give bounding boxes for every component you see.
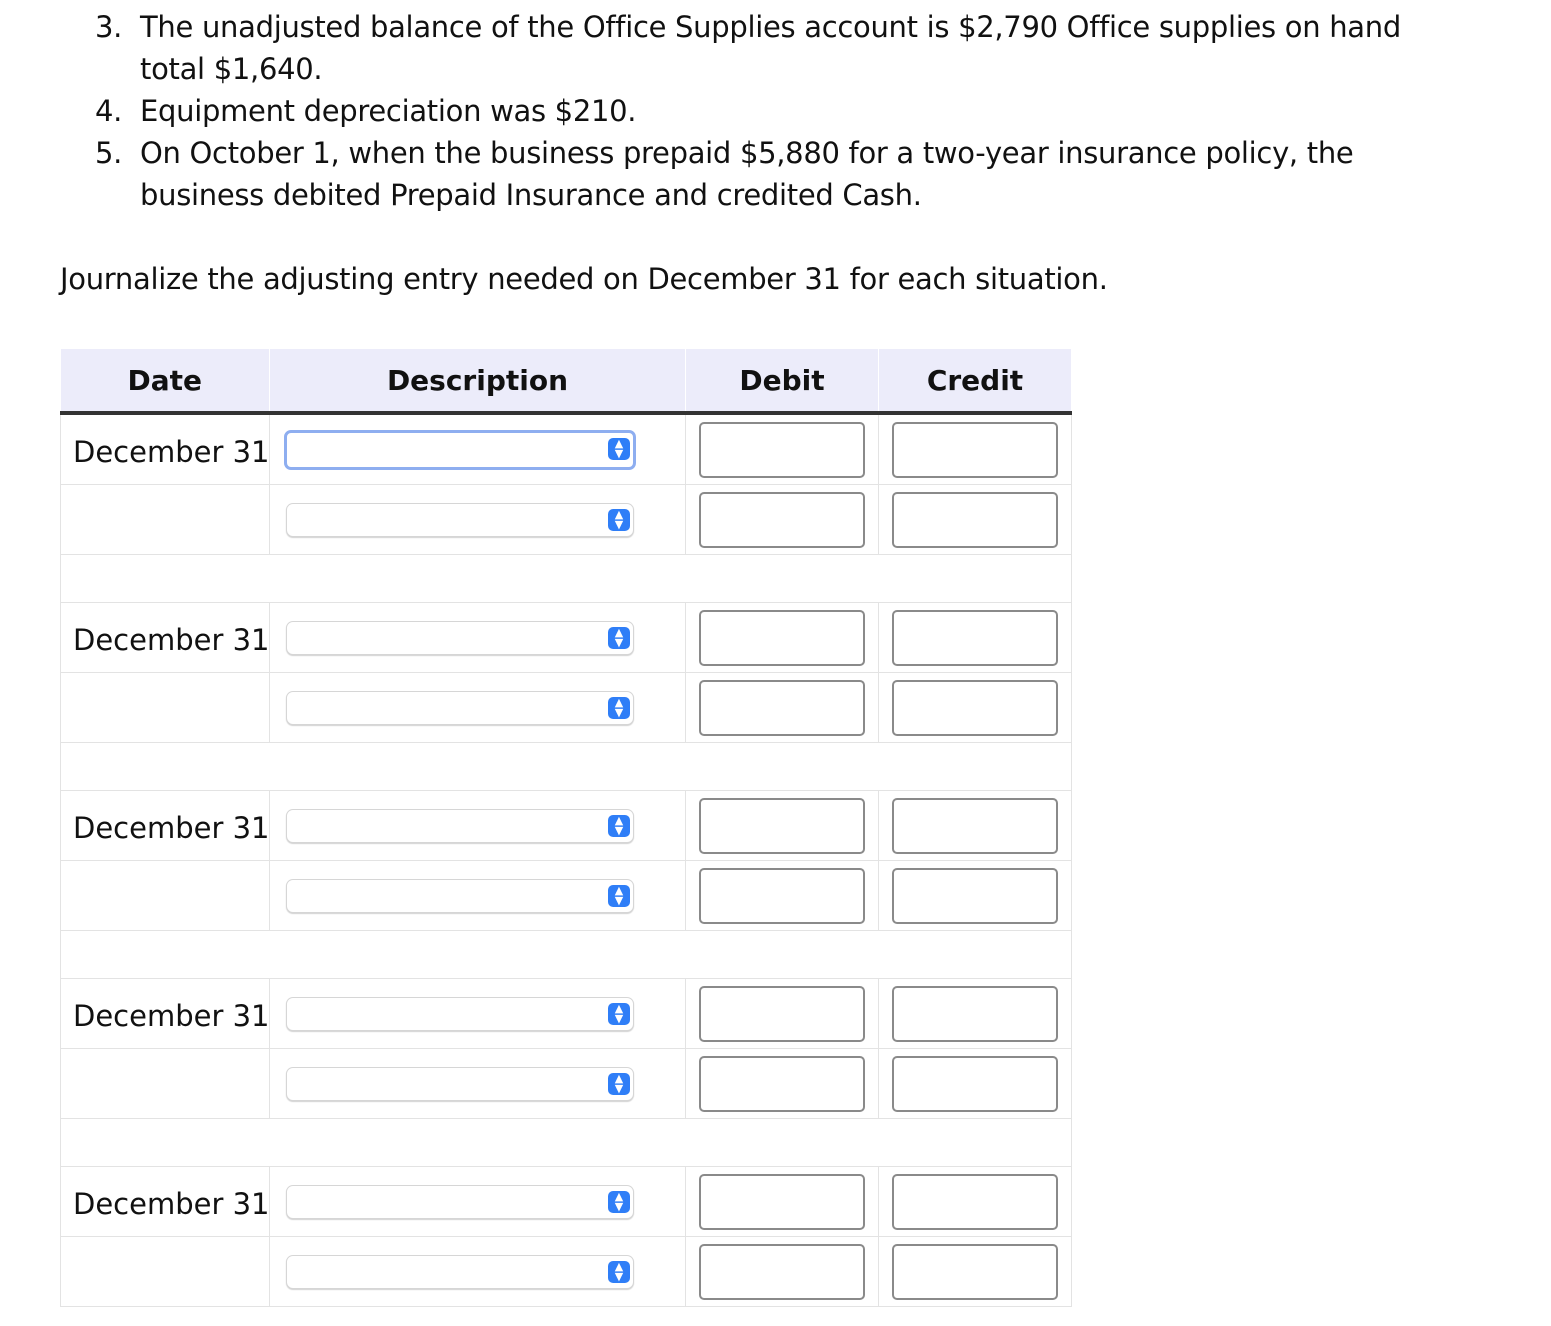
credit-cell	[879, 603, 1072, 673]
description-cell	[270, 413, 686, 485]
credit-cell	[879, 1237, 1072, 1307]
situation-text: Equipment depreciation was $210.	[140, 94, 637, 128]
credit-input[interactable]	[892, 1056, 1058, 1112]
credit-input[interactable]	[892, 492, 1058, 548]
situation-text: The unadjusted balance of the Office Supplies account is $2,790 Office supplies on hand total $1,640.	[140, 10, 1401, 86]
up-down-chevron-icon: ▲ ▼	[608, 509, 630, 531]
entry-separator-row	[61, 1119, 1072, 1167]
credit-cell	[879, 485, 1072, 555]
situation-text: On October 1, when the business prepaid $5,880 for a two-year insurance policy, the business debited Prepaid Insurance and credited Cash.	[140, 136, 1354, 212]
description-cell	[270, 485, 686, 555]
description-cell	[270, 1049, 686, 1119]
credit-cell	[879, 673, 1072, 743]
debit-cell	[686, 861, 879, 931]
separator-cell	[61, 555, 1072, 603]
debit-input[interactable]	[699, 868, 865, 924]
situation-item	[95, 6, 1495, 90]
journal-header-row	[61, 349, 1072, 413]
debit-input[interactable]	[699, 1244, 865, 1300]
description-cell	[270, 603, 686, 673]
credit-input[interactable]	[892, 610, 1058, 666]
debit-cell	[686, 979, 879, 1049]
situation-number: 4.	[95, 94, 123, 128]
description-select[interactable]	[286, 691, 634, 725]
debit-input[interactable]	[699, 680, 865, 736]
description-select[interactable]	[286, 1185, 634, 1219]
journal-row	[61, 1167, 1072, 1237]
entry-date-empty	[61, 1049, 270, 1119]
entry-date-empty	[61, 485, 270, 555]
entry-separator-row	[61, 931, 1072, 979]
debit-cell	[686, 603, 879, 673]
entry-date: December 31	[61, 1167, 270, 1237]
instruction-text: Journalize the adjusting entry needed on December 31 for each situation.	[60, 262, 1108, 296]
credit-input[interactable]	[892, 1174, 1058, 1230]
debit-input[interactable]	[699, 1174, 865, 1230]
description-select[interactable]	[286, 1255, 634, 1289]
up-down-chevron-icon: ▲ ▼	[608, 885, 630, 907]
debit-cell	[686, 413, 879, 485]
description-cell	[270, 673, 686, 743]
journal-row	[61, 861, 1072, 931]
description-select[interactable]	[286, 503, 634, 537]
journal-row	[61, 979, 1072, 1049]
credit-input[interactable]	[892, 680, 1058, 736]
up-down-chevron-icon: ▲ ▼	[608, 1191, 630, 1213]
description-cell	[270, 1167, 686, 1237]
up-down-chevron-icon: ▲ ▼	[608, 1003, 630, 1025]
situation-item	[95, 90, 1495, 132]
description-select[interactable]	[286, 997, 634, 1031]
situation-number: 3.	[95, 10, 123, 44]
credit-input[interactable]	[892, 422, 1058, 478]
journal-row	[61, 1237, 1072, 1307]
separator-cell	[61, 1119, 1072, 1167]
description-select[interactable]	[286, 879, 634, 913]
credit-cell	[879, 413, 1072, 485]
credit-column-header: Credit	[879, 349, 1072, 413]
up-down-chevron-icon: ▲ ▼	[608, 697, 630, 719]
credit-input[interactable]	[892, 1244, 1058, 1300]
description-select[interactable]	[284, 430, 636, 470]
debit-cell	[686, 1237, 879, 1307]
date-column-header: Date	[61, 349, 270, 413]
separator-cell	[61, 931, 1072, 979]
credit-cell	[879, 1049, 1072, 1119]
debit-cell	[686, 1167, 879, 1237]
separator-cell	[61, 743, 1072, 791]
debit-cell	[686, 1049, 879, 1119]
debit-cell	[686, 485, 879, 555]
credit-input[interactable]	[892, 868, 1058, 924]
description-cell	[270, 1237, 686, 1307]
situation-item	[95, 132, 1495, 216]
debit-input[interactable]	[699, 422, 865, 478]
description-select[interactable]	[286, 1067, 634, 1101]
credit-cell	[879, 1167, 1072, 1237]
entry-date-empty	[61, 1237, 270, 1307]
entry-date-empty	[61, 861, 270, 931]
entry-date: December 31	[61, 791, 270, 861]
description-select[interactable]	[286, 621, 634, 655]
debit-cell	[686, 791, 879, 861]
journal-row	[61, 485, 1072, 555]
journal-row	[61, 603, 1072, 673]
up-down-chevron-icon: ▲ ▼	[608, 438, 630, 460]
journal-row	[61, 413, 1072, 485]
situation-number: 5.	[95, 136, 123, 170]
description-cell	[270, 861, 686, 931]
journal-row	[61, 1049, 1072, 1119]
situation-list	[95, 6, 1495, 216]
entry-date-empty	[61, 673, 270, 743]
debit-input[interactable]	[699, 1056, 865, 1112]
description-column-header: Description	[270, 349, 686, 413]
description-cell	[270, 979, 686, 1049]
debit-input[interactable]	[699, 986, 865, 1042]
description-select[interactable]	[286, 809, 634, 843]
debit-column-header: Debit	[686, 349, 879, 413]
description-cell	[270, 791, 686, 861]
debit-input[interactable]	[699, 492, 865, 548]
journal-row	[61, 791, 1072, 861]
credit-input[interactable]	[892, 798, 1058, 854]
entry-date: December 31	[61, 979, 270, 1049]
up-down-chevron-icon: ▲ ▼	[608, 1073, 630, 1095]
credit-cell	[879, 791, 1072, 861]
journal-table	[60, 349, 1072, 1307]
entry-separator-row	[61, 555, 1072, 603]
journal-row	[61, 673, 1072, 743]
debit-input[interactable]	[699, 610, 865, 666]
up-down-chevron-icon: ▲ ▼	[608, 815, 630, 837]
debit-input[interactable]	[699, 798, 865, 854]
entry-separator-row	[61, 743, 1072, 791]
debit-cell	[686, 673, 879, 743]
credit-cell	[879, 979, 1072, 1049]
credit-input[interactable]	[892, 986, 1058, 1042]
up-down-chevron-icon: ▲ ▼	[608, 627, 630, 649]
up-down-chevron-icon: ▲ ▼	[608, 1261, 630, 1283]
entry-date: December 31	[61, 413, 270, 485]
credit-cell	[879, 861, 1072, 931]
entry-date: December 31	[61, 603, 270, 673]
